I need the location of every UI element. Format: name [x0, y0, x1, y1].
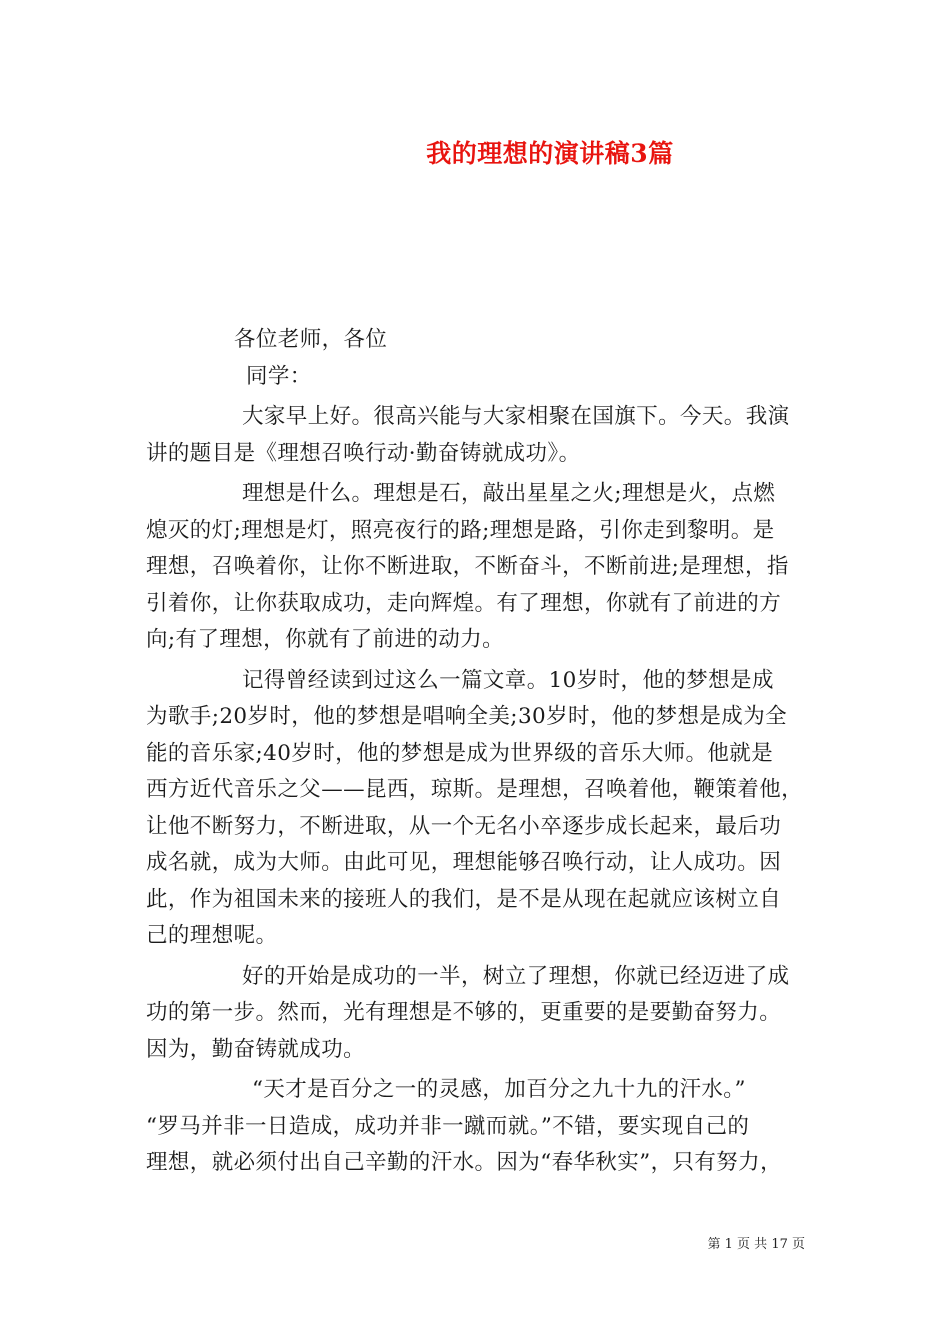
salutation-line: 各位老师，各位	[234, 327, 388, 352]
paragraph-line: 讲的题目是《理想召唤行动·勤奋铸就成功》。	[146, 440, 581, 466]
page-number-footer: 第 1 页 共 17 页	[707, 1237, 805, 1252]
paragraph-line: 大家早上好。很高兴能与大家相聚在国旗下。今天。我演	[242, 404, 790, 429]
paragraph-line: “罗马并非一日造成，成功并非一蹴而就。”不错，要实现自己的	[146, 1113, 750, 1139]
paragraph-line: 成名就，成为大师。由此可见，理想能够召唤行动，让人成功。因	[146, 850, 782, 875]
paragraph	[146, 399, 810, 472]
paragraph-line: 西方近代音乐之父——昆西，琼斯。是理想，召唤着他，鞭策着他，	[146, 777, 804, 802]
salutation-line: 同学：	[246, 363, 312, 389]
paragraph-line: 此，作为祖国未来的接班人的我们，是不是从现在起就应该树立自	[146, 886, 782, 912]
paragraph	[146, 959, 810, 1069]
paragraph-line: 功的第一步。然而，光有理想是不够的，更重要的是要勤奋努力。	[146, 1000, 782, 1025]
paragraph-line: 理想是什么。理想是石，敲出星星之火;理想是火，点燃	[242, 481, 776, 506]
paragraph-line: 己的理想呢。	[146, 923, 278, 948]
paragraph-line: “天才是百分之一的灵感，加百分之九十九的汗水。”	[252, 1077, 746, 1102]
paragraph-line: 理想，召唤着你，让你不断进取，不断奋斗，不断前进;是理想，指	[146, 554, 789, 579]
document-body	[146, 322, 810, 1182]
paragraph-line: 记得曾经读到过这么一篇文章。10岁时，他的梦想是成	[242, 667, 774, 693]
document-title: 我的理想的演讲稿3篇	[426, 139, 674, 168]
paragraph-line: 理想，就必须付出自己辛勤的汗水。因为“春华秋实”，只有努力，	[146, 1150, 782, 1175]
paragraph-line: 因为，勤奋铸就成功。	[146, 1036, 366, 1062]
paragraph-line: 引着你，让你获取成功，走向辉煌。有了理想，你就有了前进的方	[146, 590, 782, 616]
paragraph-line: 为歌手;20岁时，他的梦想是唱响全美;30岁时，他的梦想是成为全	[146, 704, 788, 729]
paragraph	[146, 663, 810, 955]
paragraph-line: 向;有了理想，你就有了前进的动力。	[146, 627, 505, 652]
paragraph-line: 让他不断努力，不断进取，从一个无名小卒逐步成长起来，最后功	[146, 813, 782, 839]
paragraph-line: 能的音乐家;40岁时，他的梦想是成为世界级的音乐大师。他就是	[146, 740, 774, 766]
paragraph-line: 好的开始是成功的一半，树立了理想，你就已经迈进了成	[242, 963, 790, 989]
paragraph-line: 熄灭的灯;理想是灯，照亮夜行的路;理想是路，引你走到黎明。是	[146, 517, 775, 543]
paragraph	[146, 476, 810, 659]
paragraph	[146, 1072, 810, 1182]
